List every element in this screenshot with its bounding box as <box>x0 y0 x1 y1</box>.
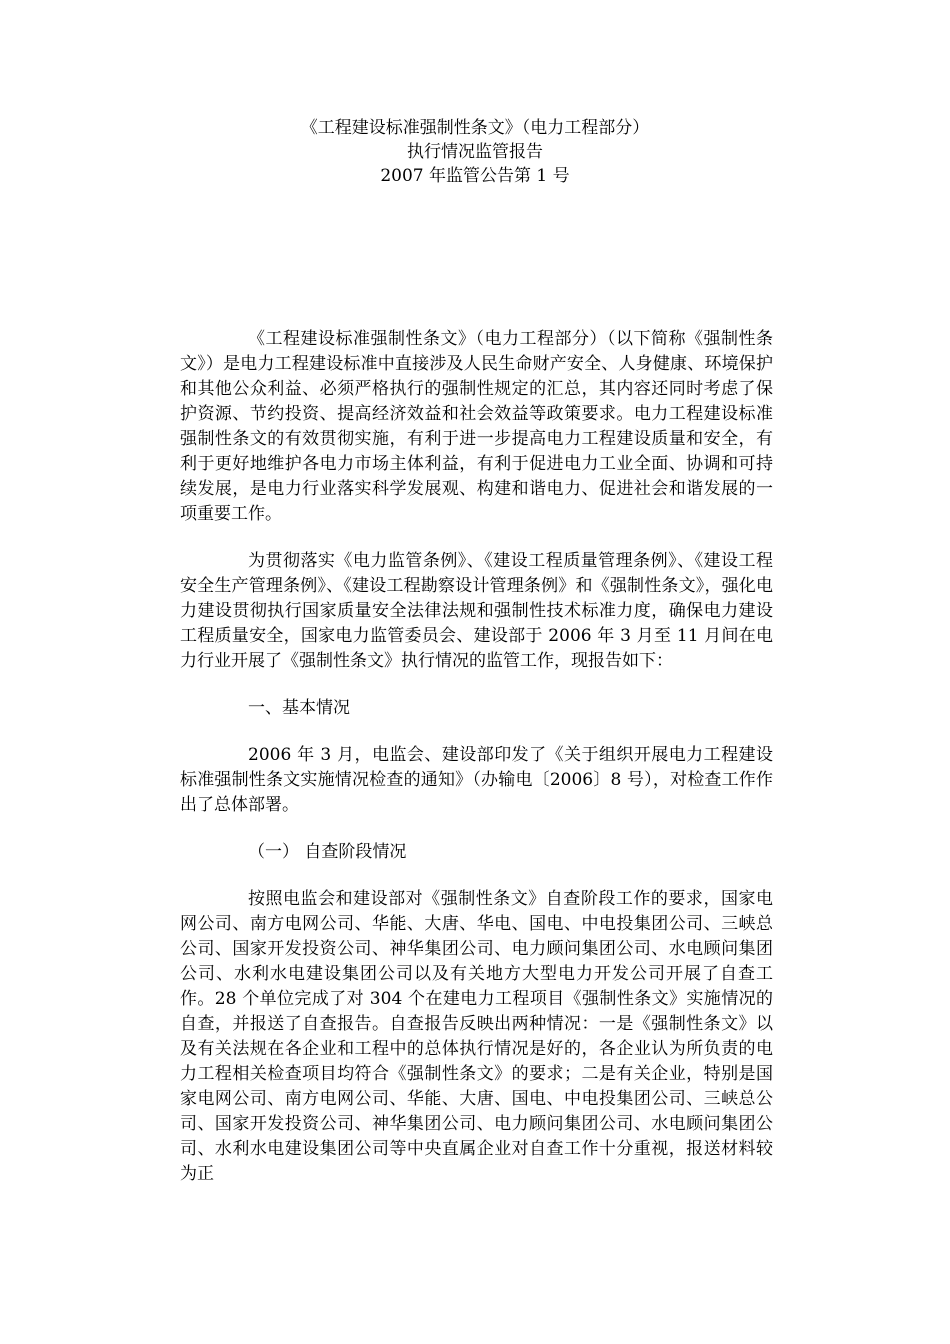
paragraph-notice: 2006 年 3 月，电监会、建设部印发了《关于组织开展电力工程建设标准强制性条文实施情况检查的通知》（办输电〔2006〕8 号），对检查工作作出了总体部署。 <box>180 745 773 815</box>
document-body <box>180 327 773 1209</box>
section-heading-basic-situation: 一、基本情况 <box>248 698 350 718</box>
title-line-bulletin-number: 2007 年监管公告第 1 号 <box>380 166 570 186</box>
subsection-heading-self-check: （一） 自查阶段情况 <box>248 842 407 862</box>
paragraph-self-check: 按照电监会和建设部对《强制性条文》自查阶段工作的要求，国家电网公司、南方电网公司、华能、大唐、华电、国电、中电投集团公司、三峡总公司、国家开发投资公司、神华集团公司、电力顾问集团公司、水电顾问集团公司、水利水电建设集团公司以及有关地方大型电力开发公司开展了自查工作。28 个单位完成了对 304 个在建电力工程项目《强制性条文》实施情况的自查，并报送了自查报告。自查报告反映出两种情况：一是《强制性条文》以及有关法规在各企业和工程中的总体执行情况是好的，各企业认为所负责的电力工程相关检查项目均符合《强制性条文》的要求；二是有关企业，特别是国家电网公司、南方电网公司、华能、大唐、国电、中电投集团公司、三峡总公司、国家开发投资公司、神华集团公司、电力顾问集团公司、水电顾问集团公司、水利水电建设集团公司等中央直属企业对自查工作十分重视，报送材料较为正 <box>180 889 773 1184</box>
paragraph-intro: 《工程建设标准强制性条文》（电力工程部分）（以下简称《强制性条文》）是电力工程建设标准中直接涉及人民生命财产安全、人身健康、环境保护和其他公众利益、必须严格执行的强制性规定的汇总，其内容还同时考虑了保护资源、节约投资、提高经济效益和社会效益等政策要求。电力工程建设标准强制性条文的有效贯彻实施，有利于进一步提高电力工程建设质量和安全，有利于更好地维护各电力市场主体利益，有利于促进电力工业全面、协调和可持续发展，是电力行业落实科学发展观、构建和谐电力、促进社会和谐发展的一项重要工作。 <box>180 329 773 524</box>
document-title <box>0 116 950 188</box>
title-line-report: 执行情况监管报告 <box>407 142 543 162</box>
paragraph-purpose: 为贯彻落实《电力监管条例》、《建设工程质量管理条例》、《建设工程安全生产管理条例》、《建设工程勘察设计管理条例》和《强制性条文》，强化电力建设贯彻执行国家质量安全法律法规和强制性技术标准力度，确保电力建设工程质量安全，国家电力监管委员会、建设部于 2006 年 3 月至 11 月间在电力行业开展了《强制性条文》执行情况的监管工作，现报告如下： <box>180 551 773 671</box>
title-line-main: 《工程建设标准强制性条文》（电力工程部分） <box>300 118 650 138</box>
